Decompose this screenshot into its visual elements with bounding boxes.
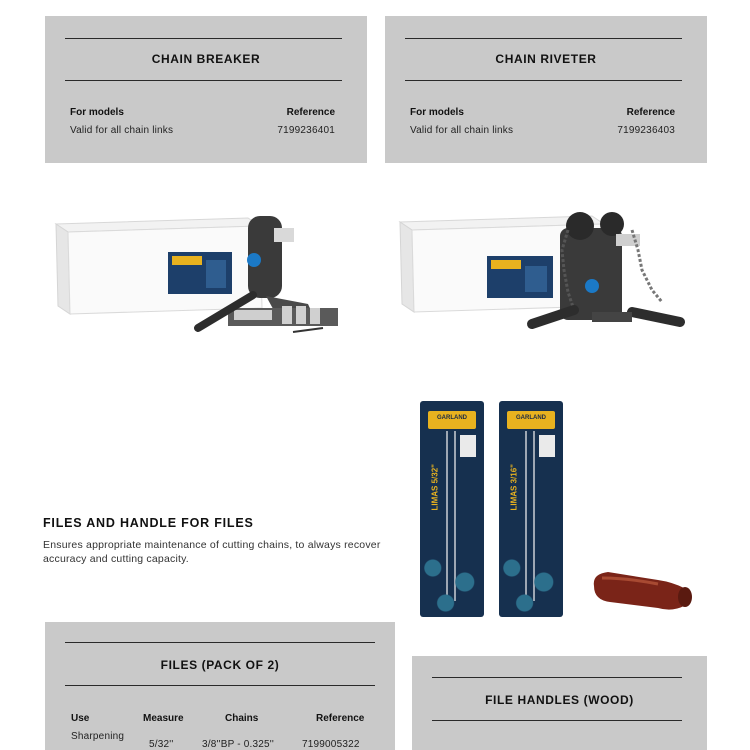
col-chains: Chains bbox=[225, 713, 259, 724]
col-models-label: For models bbox=[410, 107, 464, 118]
files-table-panel bbox=[45, 622, 395, 750]
divider bbox=[65, 685, 375, 686]
models-value: Valid for all chain links bbox=[70, 125, 174, 136]
files-section-description: Ensures appropriate maintenance of cutting chains, to always recover accuracy and cutting capacity. bbox=[43, 539, 381, 565]
divider bbox=[65, 642, 375, 643]
pack-pattern bbox=[420, 547, 484, 617]
badge-icon bbox=[539, 435, 555, 457]
row-measure: 5/32'' bbox=[149, 739, 174, 750]
brand-text: GARLAND bbox=[516, 415, 546, 421]
wood-handle-photo bbox=[588, 562, 698, 622]
divider bbox=[405, 80, 682, 81]
chain-breaker-panel bbox=[45, 16, 367, 163]
chain-breaker-image bbox=[38, 200, 343, 348]
file-pack-5-32 bbox=[420, 401, 484, 617]
chain-riveter-panel bbox=[385, 16, 707, 163]
row-use: Sharpening bbox=[71, 731, 125, 742]
col-reference-label: Reference bbox=[286, 107, 335, 118]
reference-value: 7199236403 bbox=[617, 125, 675, 136]
col-measure: Measure bbox=[143, 713, 184, 724]
col-models-label: For models bbox=[70, 107, 124, 118]
pack-label: LIMAS 5/32" bbox=[430, 464, 440, 511]
pack-label: LIMAS 3/16" bbox=[509, 464, 519, 511]
file-handles-title: FILE HANDLES (WOOD) bbox=[485, 693, 634, 707]
chain-riveter-photo bbox=[392, 200, 687, 348]
divider bbox=[65, 38, 342, 39]
chain-riveter-image bbox=[392, 200, 687, 348]
col-reference: Reference bbox=[316, 713, 365, 724]
brand-text: GARLAND bbox=[437, 415, 467, 421]
col-use: Use bbox=[71, 713, 90, 724]
chain-riveter-title: CHAIN RIVETER bbox=[495, 52, 597, 66]
col-reference-label: Reference bbox=[626, 107, 675, 118]
divider bbox=[432, 720, 682, 721]
reference-value: 7199236401 bbox=[277, 125, 335, 136]
models-value: Valid for all chain links bbox=[410, 125, 514, 136]
file-pack-3-16 bbox=[499, 401, 563, 617]
divider bbox=[65, 80, 342, 81]
row-chains: 3/8''BP - 0.325'' bbox=[202, 739, 275, 750]
row-reference: 7199005322 bbox=[302, 739, 360, 750]
wood-handle-image bbox=[588, 562, 698, 622]
divider bbox=[405, 38, 682, 39]
chain-breaker-title: CHAIN BREAKER bbox=[151, 52, 261, 66]
files-section-title: FILES AND HANDLE FOR FILES bbox=[43, 516, 254, 530]
badge-icon bbox=[460, 435, 476, 457]
file-handles-panel bbox=[412, 656, 707, 750]
pack-pattern bbox=[499, 547, 563, 617]
files-table-title: FILES (PACK OF 2) bbox=[160, 658, 280, 672]
chain-breaker-photo bbox=[38, 200, 343, 348]
divider bbox=[432, 677, 682, 678]
